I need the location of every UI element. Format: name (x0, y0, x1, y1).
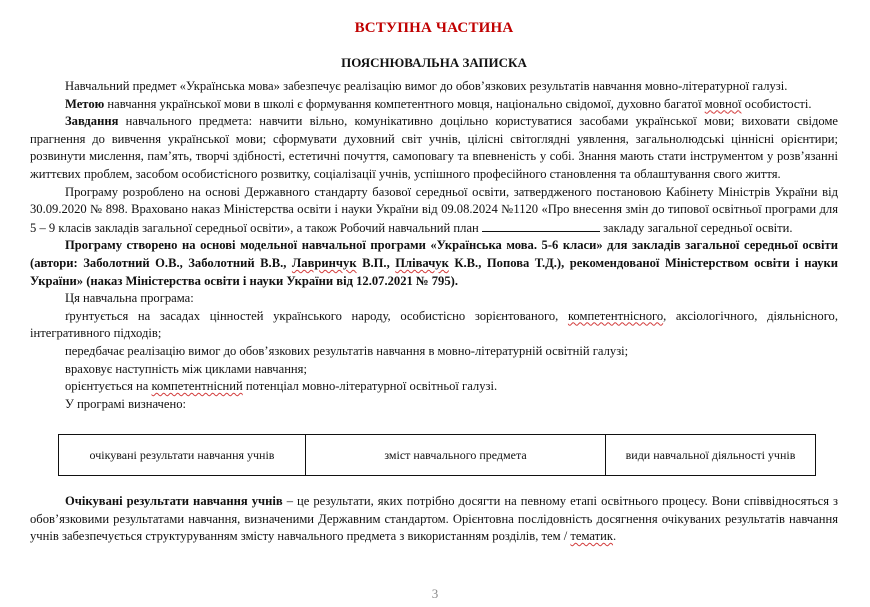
list-item: передбачає реалізацію вимог до обов’язкових результатів навчання в мовно-літературній освітній галузі; (65, 343, 629, 358)
list-item (30, 308, 838, 343)
blank-field-line[interactable] (482, 219, 600, 232)
basis-text: Програму розроблено на основі Державного стандарту базової середньої освіти, затвердженого постановою Кабінету Міністрів України від 30.09.2020 № 898. Враховано наказ Міністерства освіти і науки України від 09.08.2024 №1120 «Про внесення змін до типової освітньої програми для 5 – 9 класів закладів загальної середньої освіти», а також Робочий навчальний план (30, 184, 838, 235)
spellcheck-word: компетентнісного (567, 308, 664, 323)
list-item-text: ґрунтується на засадах цінностей українського народу, особистісно зорієнтованого, (65, 308, 568, 323)
tasks-label: Завдання (65, 114, 119, 129)
program-structure-table (58, 434, 816, 476)
spellcheck-word: тематик (570, 529, 614, 544)
model-text-end: К.В., Попова Т.Д.), рекомендованої Міністерством освіти і науки України» (наказ Міністерства освіти і науки України від 12.07.2021 № 795). (30, 255, 838, 288)
paragraph-intro: Навчальний предмет «Українська мова» забезпечує реалізацію вимог до обов’язкових результатів навчання мовно-літературної галузі. (65, 79, 788, 93)
paragraph-goal (30, 96, 838, 114)
spellcheck-word: компетентнісний (151, 379, 243, 394)
outcome-text-end: . (613, 529, 617, 544)
goal-label: Метою (65, 96, 105, 111)
basis-text-end: закладу загальної середньої освіти. (599, 220, 793, 235)
body-text (30, 78, 838, 413)
outcome-label: Очікувані результати навчання учнів (65, 494, 283, 508)
paragraph-outcome (30, 493, 838, 546)
outcome-text: – це результати, яких потрібно досягти на певному етапі освітнього процесу. Вони співвідносяться з обов’язковими результатами навчання, визначеними Державним стандартом. Орієнтовна послідовність досягнення очікуваних результатів навчання учнів забезпечується структуруванням змісту навчального предмета з використанням розділів, тем / (30, 494, 838, 544)
section-title: ВСТУПНА ЧАСТИНА (354, 20, 514, 36)
model-text: Програму створено на основі модельної навчальної програми «Українська мова. 5-6 класи» для закладів загальної середньої освіти (автори: Заболотний О.В., Заболотний В.В., (30, 238, 838, 270)
paragraph-model-program (30, 237, 838, 290)
outcome-section (30, 493, 838, 546)
paragraph-defined: У програмі визначено: (65, 396, 187, 411)
table-cell-subject-content: зміст навчального предмета (305, 435, 605, 475)
model-text-mid: В.П., (356, 255, 396, 270)
section-subtitle: ПОЯСНЮВАЛЬНА ЗАПИСКА (341, 55, 527, 70)
paragraph-program-intro: Ця навчальна програма: (65, 291, 194, 306)
spellcheck-word: мовної (704, 96, 742, 111)
goal-text: навчання української мови в школі є формування компетентного мовця, національно свідомої, духовно багатої (104, 96, 705, 111)
tasks-text: навчального предмета: навчити вільно, комунікативно доцільно користуватися засобами української мови; виховати свідоме прагнення до вивчення української мови; сформувати духовний світ учнів, цілісні світоглядні уявлення, загальнолюдські ціннісні орієнтири; розвинути мислення, пам’ять, творчі здібності, естетичні почуття, самоповагу та впевненість у собі. Знання мають стати інструментом у розв’язанні життєвих проблем, засобом особистісного розвитку, соціалізації учнів, успішного професійного становлення та облаштування свого життя. (30, 114, 838, 181)
paragraph-basis (30, 184, 838, 238)
table-cell-expected-results: очікувані результати навчання учнів (89, 447, 275, 462)
list-item (30, 378, 838, 396)
spellcheck-word: Плівачук (395, 255, 449, 270)
goal-text-end: особистості. (741, 96, 812, 111)
spellcheck-word: Лавринчук (291, 255, 357, 270)
page-number: 3 (431, 586, 439, 601)
list-item-text: орієнтується на (65, 379, 152, 394)
list-item-text-end: потенціал мовно-літературної освітньої галузі. (242, 379, 498, 394)
paragraph-tasks (30, 113, 838, 183)
list-item-text-end: , аксіологічного, діяльнісного, інтегративного підходів; (30, 308, 838, 341)
list-item: враховує наступність між циклами навчання; (65, 361, 307, 376)
table-cell-activity-types: види навчальної діяльності учнів (605, 435, 815, 475)
